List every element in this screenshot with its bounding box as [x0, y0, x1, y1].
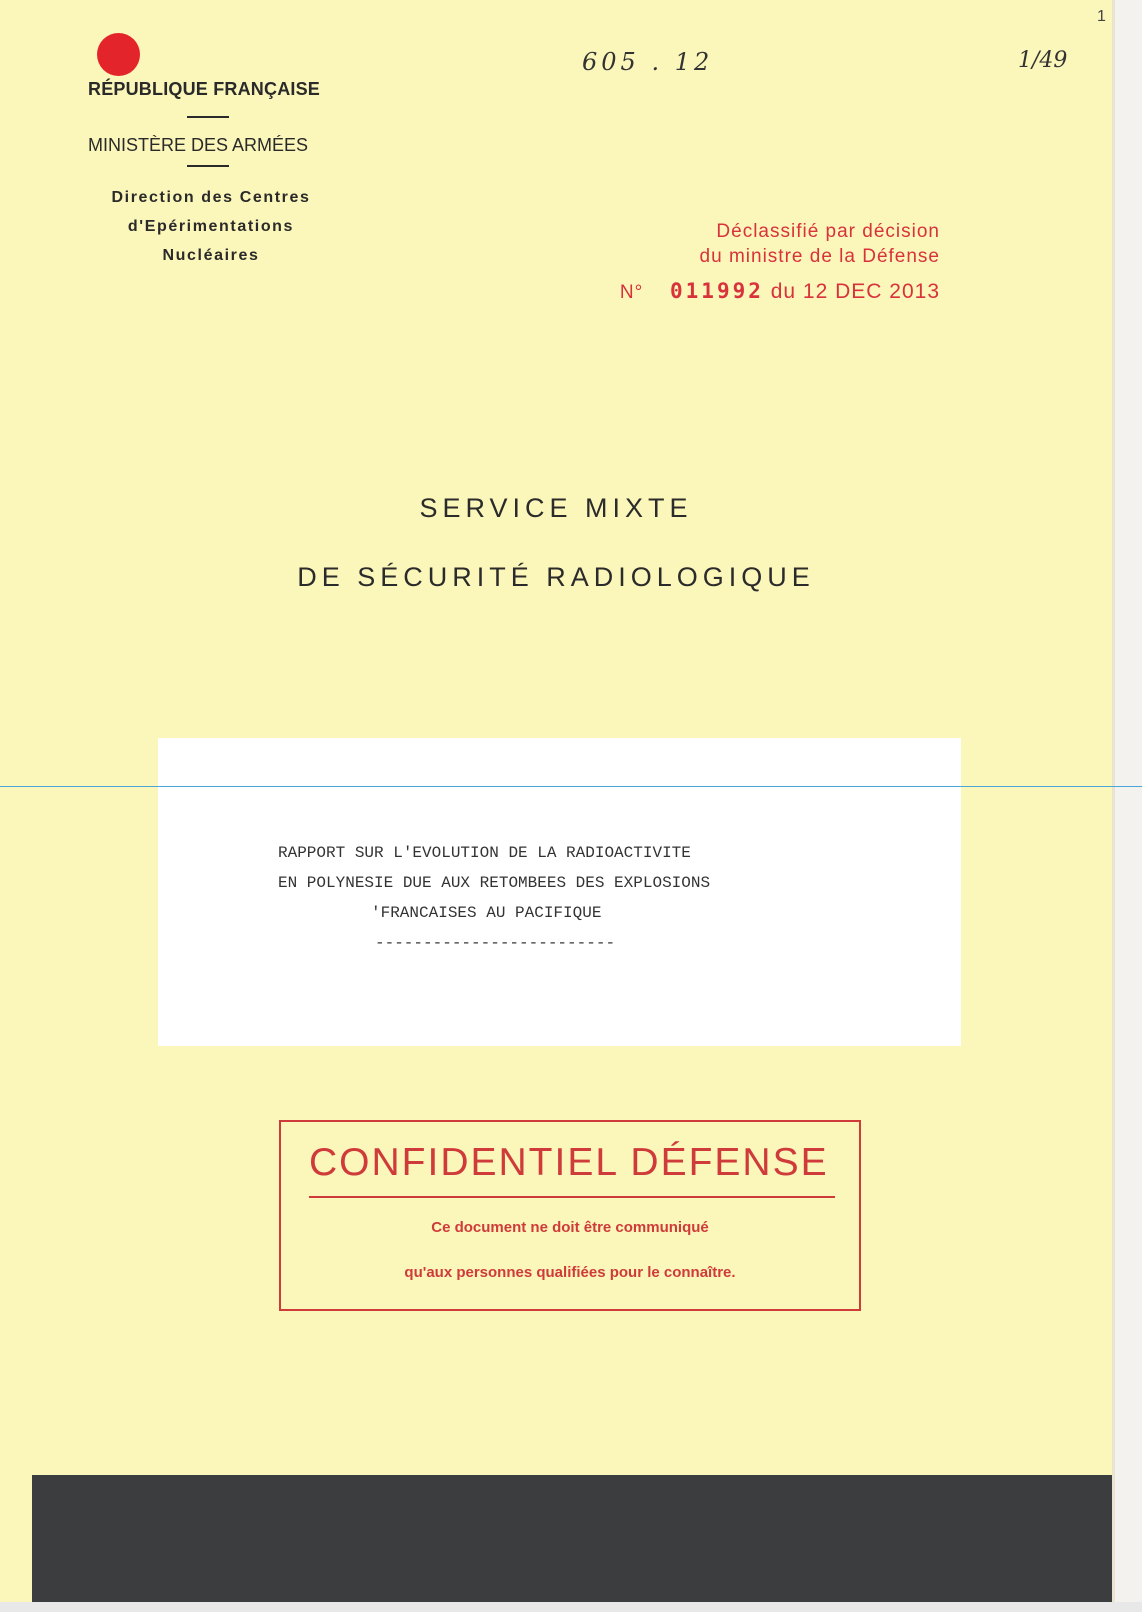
declass-line-1: Déclassifié par décision [716, 221, 940, 242]
scan-line [0, 786, 1142, 787]
declassification-stamp [600, 219, 940, 305]
confidential-line-1: Ce document ne doit être communiqué [431, 1219, 709, 1236]
republic-seal-icon [97, 33, 140, 76]
divider [187, 116, 229, 118]
divider [187, 165, 229, 167]
corner-mark: 1 [1097, 8, 1106, 25]
report-title [278, 838, 710, 958]
declass-line-2: du ministre de la Défense [699, 246, 940, 267]
declass-number-line [600, 279, 940, 305]
ministry-heading: MINISTÈRE DES ARMÉES [88, 135, 309, 155]
direction-line: d'Epérimentations [127, 218, 295, 235]
declass-number: 011992 [670, 279, 764, 303]
report-underline: ------------------------- [375, 934, 616, 952]
scan-dark-band [32, 1475, 1112, 1602]
declass-number-prefix: N° [619, 282, 644, 303]
title-line-2: DE SÉCURITÉ RADIOLOGIQUE [297, 562, 815, 592]
report-line-3: 'FRANCAISES AU PACIFIQUE [371, 904, 602, 922]
declass-date: du 12 DEC 2013 [770, 280, 940, 303]
republic-heading: RÉPUBLIQUE FRANÇAISE [88, 79, 321, 99]
handwritten-reference: 605 . 12 [582, 48, 714, 76]
report-line-2: EN POLYNESIE DUE AUX RETOMBEES DES EXPLOSIONS [278, 874, 711, 892]
scan-bottom-edge [0, 1602, 1142, 1612]
title-line-1: SERVICE MIXTE [419, 493, 693, 523]
confidential-stamp [279, 1120, 861, 1311]
handwritten-page-number: 1/49 [1018, 48, 1068, 73]
report-line-1: RAPPORT SUR L'EVOLUTION DE LA RADIOACTIVITE [278, 844, 691, 862]
confidential-line-2: qu'aux personnes qualifiées pour le connaître. [404, 1264, 736, 1281]
stamp-underline [309, 1196, 835, 1198]
direction-line: Nucléaires [162, 247, 260, 264]
direction-line: Direction des Centres [111, 189, 311, 206]
confidential-heading: CONFIDENTIEL DÉFENSE [309, 1141, 829, 1184]
direction-block [84, 183, 338, 270]
